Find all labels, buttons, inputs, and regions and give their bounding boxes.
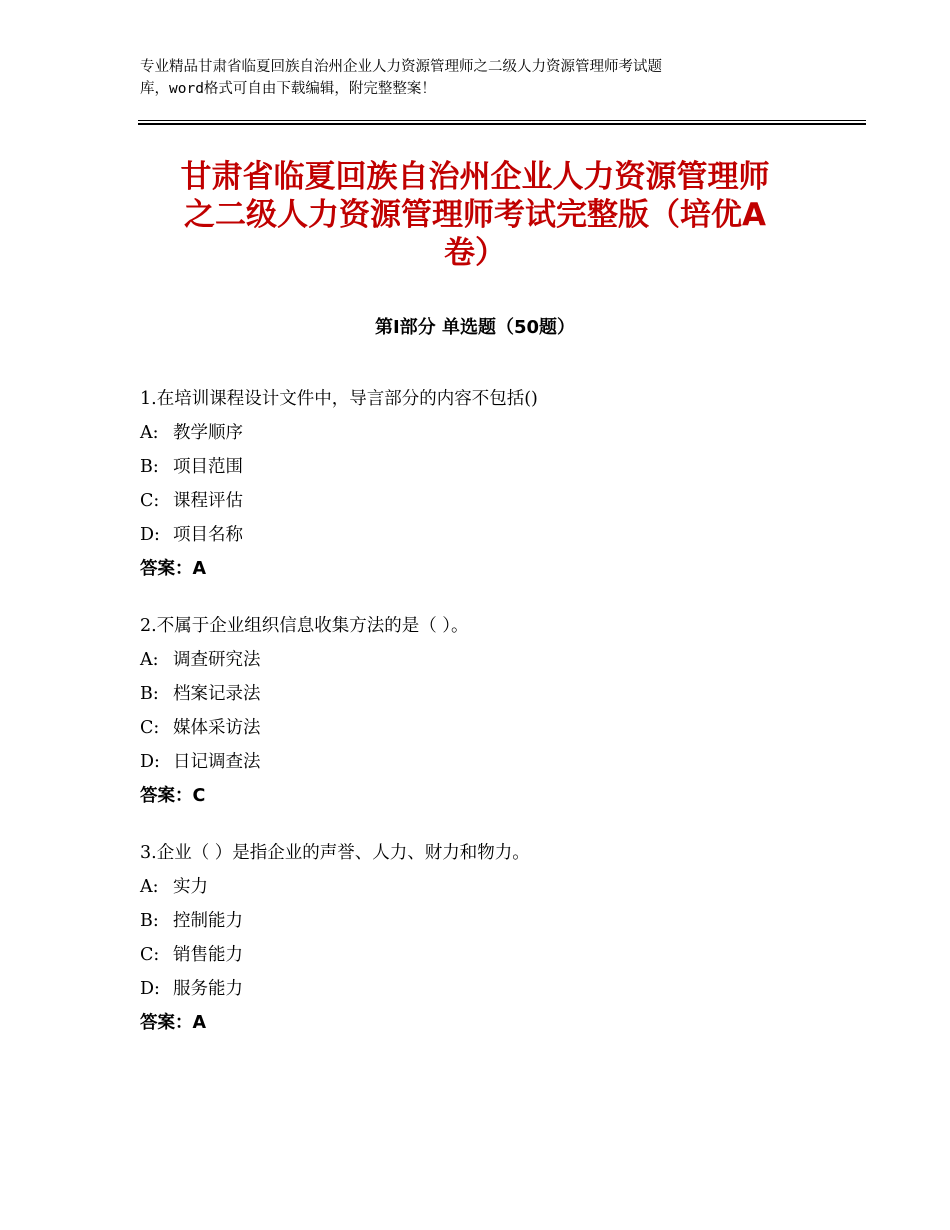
question-list [140,382,840,1063]
header-note-line-2: 库，word格式可自由下载编辑，附完整整案！ [140,81,436,97]
header-note [140,56,840,100]
option-b [140,904,840,938]
option-d [140,745,840,779]
section-heading: 第Ⅰ部分 单选题（50题） [374,317,575,338]
option-text: 服务能力 [173,979,243,999]
option-text: 教学顺序 [173,423,243,443]
header-divider [138,120,866,125]
option-label: B: [140,911,159,931]
option-a [140,416,840,450]
option-a [140,643,840,677]
question-stem: 3.企业（ ）是指企业的声誉、人力、财力和物力。 [140,843,530,863]
question-stem: 1.在培训课程设计文件中，导言部分的内容不包括() [140,389,538,409]
question-stem: 2.不属于企业组织信息收集方法的是（ ）。 [140,616,469,636]
option-text: 课程评估 [173,491,243,511]
option-text: 销售能力 [173,945,243,965]
option-label: C: [140,945,160,965]
answer-key: 答案：C [140,786,206,806]
answer-key: 答案：A [140,559,207,579]
option-a [140,870,840,904]
option-label: A: [140,650,159,670]
option-label: D: [140,525,160,545]
option-c [140,484,840,518]
option-text: 档案记录法 [173,684,261,704]
option-d [140,518,840,552]
option-text: 项目范围 [173,457,243,477]
document-title-line-3: 卷） [444,235,506,271]
option-text: 控制能力 [173,911,243,931]
option-c [140,711,840,745]
option-label: B: [140,684,159,704]
option-b [140,450,840,484]
document-title-line-1: 甘肃省临夏回族自治州企业人力资源管理师 [180,159,770,195]
header-note-line-1: 专业精品甘肃省临夏回族自治州企业人力资源管理师之二级人力资源管理师考试题 [140,59,662,75]
option-b [140,677,840,711]
option-text: 日记调查法 [173,752,261,772]
option-text: 项目名称 [173,525,243,545]
option-label: B: [140,457,159,477]
answer-key: 答案：A [140,1013,207,1033]
document-title-line-2: 之二级人力资源管理师考试完整版（培优A [184,197,766,233]
option-text: 实力 [173,877,208,897]
document-title [140,158,810,272]
option-label: A: [140,877,159,897]
option-text: 调查研究法 [173,650,261,670]
option-d [140,972,840,1006]
question-2 [140,609,840,813]
option-label: A: [140,423,159,443]
option-label: D: [140,752,160,772]
option-label: D: [140,979,160,999]
option-label: C: [140,718,160,738]
question-1 [140,382,840,586]
option-text: 媒体采访法 [173,718,261,738]
option-label: C: [140,491,160,511]
option-c [140,938,840,972]
question-3 [140,836,840,1040]
